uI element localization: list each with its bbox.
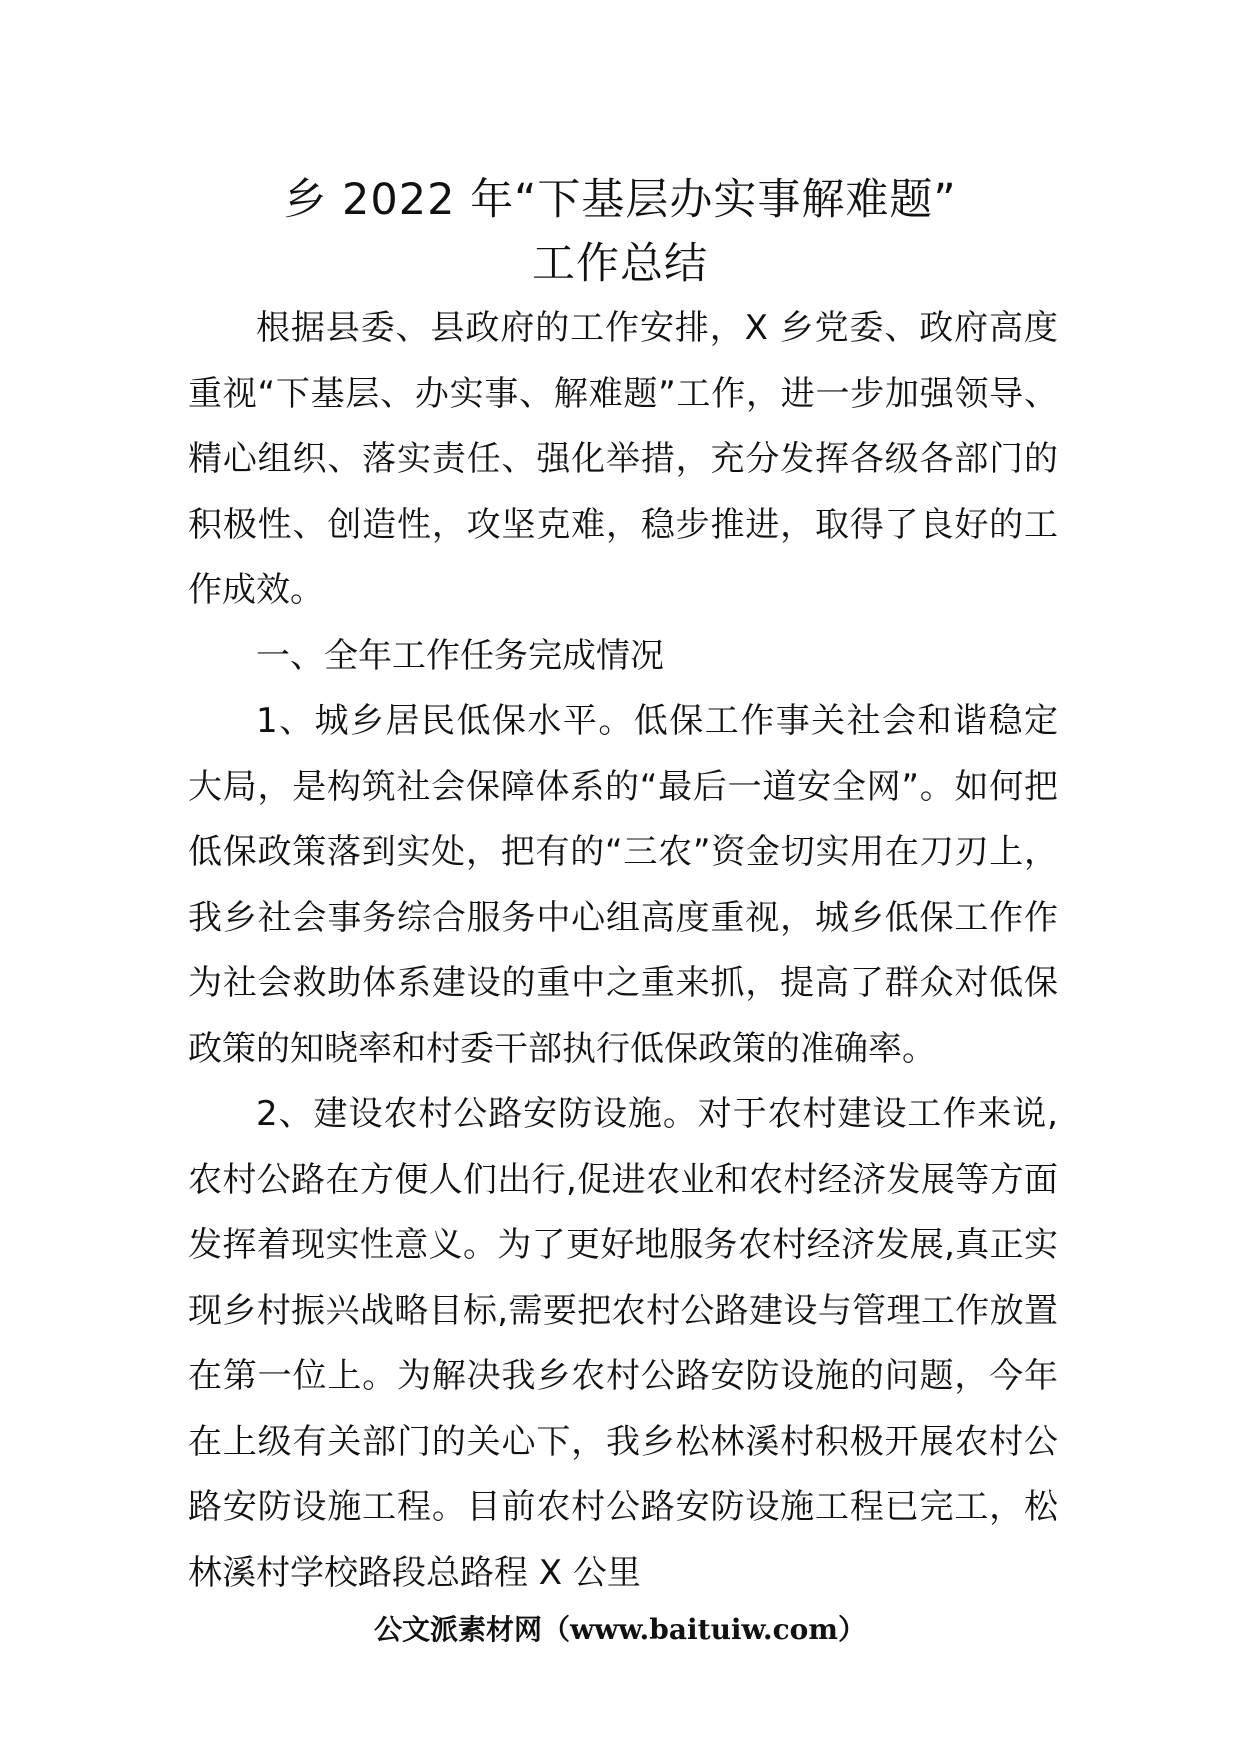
footer-watermark: 公文派素材网（www.baituiw.com） [374,1613,866,1646]
document-title-line-2: 工作总结 [532,239,708,289]
item-1-paragraph: 1、城乡居民低保水平。低保工作事关社会和谐稳定大局，是构筑社会保障体系的“最后一道安全网”。如何把低保政策落到实处，把有的“三农”资金切实用在刀刃上，我乡社会事务综合服务中心组高度重视，城乡低保工作作为社会救助体系建设的重中之重来抓，提高了群众对低保政策的知晓率和村委干部执行低保政策的准确率。 [188,701,1058,1069]
document-body [188,296,1058,1606]
item-2-paragraph: 2、建设农村公路安防设施。对于农村建设工作来说,农村公路在方便人们出行,促进农业和农村经济发展等方面发挥着现实性意义。为了更好地服务农村经济发展,真正实现乡村振兴战略目标,需要把农村公路建设与管理工作放置在第一位上。为解决我乡农村公路安防设施的问题，今年在上级有关部门的关心下，我乡松林溪村积极开展农村公路安防设施工程。目前农村公路安防设施工程已完工，松林溪村学校路段总路程 X 公里 [188,1094,1058,1593]
section-heading: 一、全年工作任务完成情况 [256,635,664,676]
document-title-line-1: 乡 2022 年“下基层办实事解难题” [283,175,957,225]
intro-paragraph: 根据县委、县政府的工作安排，X 乡党委、政府高度重视“下基层、办实事、解难题”工作，进一步加强领导、精心组织、落实责任、强化举措，充分发挥各级各部门的积极性、创造性，攻坚克难，稳步推进，取得了良好的工作成效。 [188,308,1058,610]
